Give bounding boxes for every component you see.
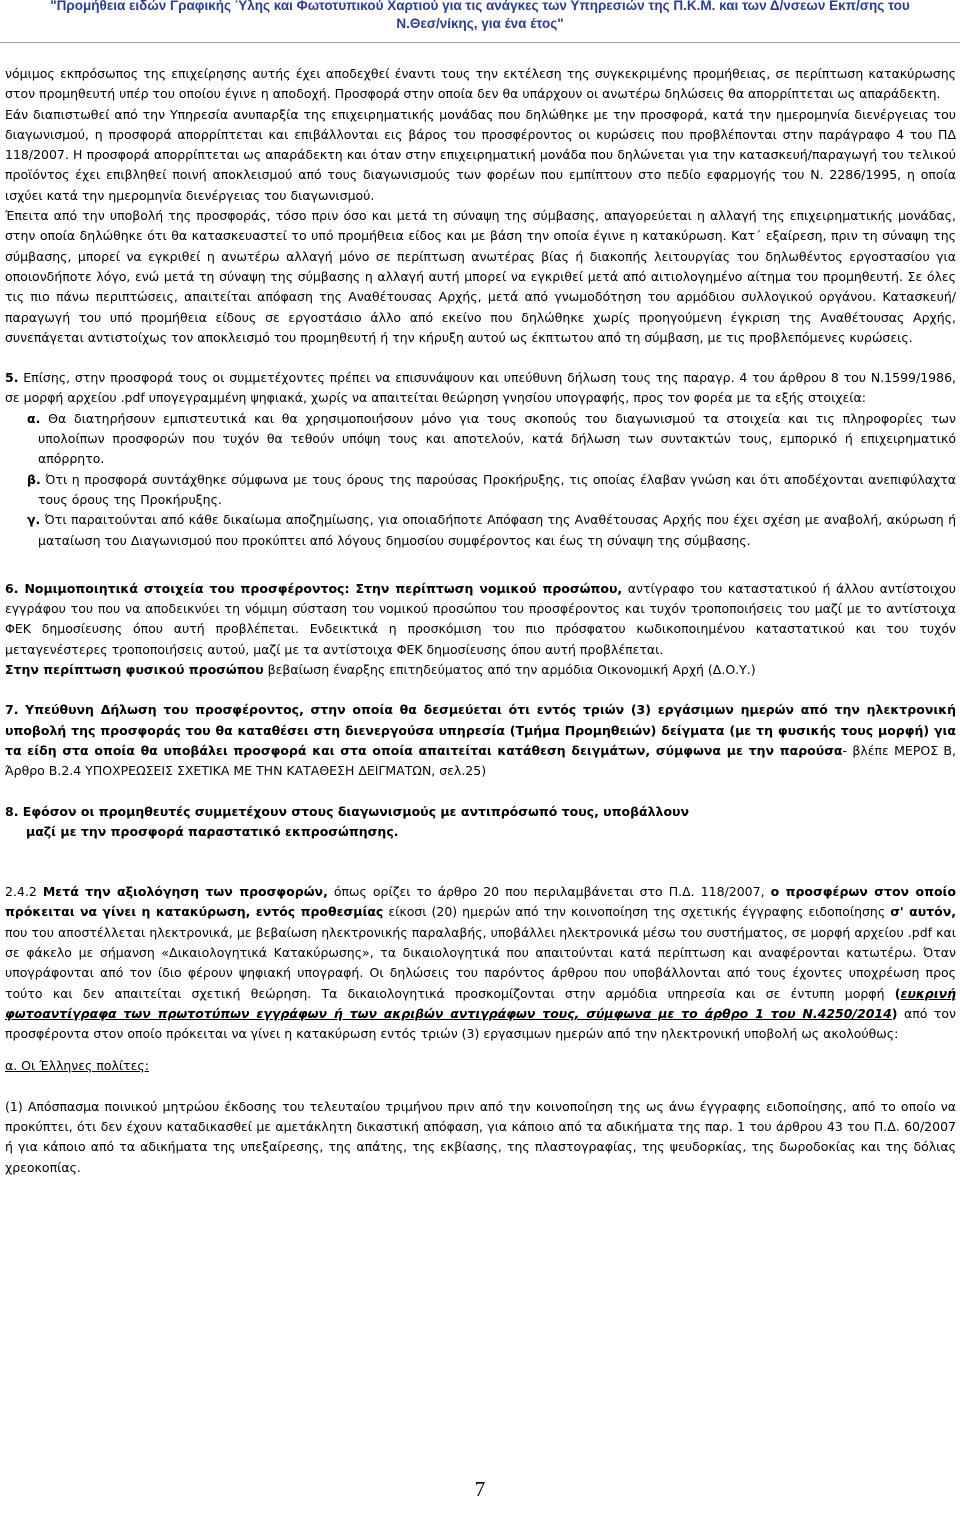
item-5-b-label: β. xyxy=(27,471,41,487)
page-number: 7 xyxy=(474,1477,486,1501)
item-6-natural-person-text: βεβαίωση έναρξης επιτηδεύματος από την αρμόδια Οικονομική Αρχή (Δ.Ο.Υ.) xyxy=(263,662,756,678)
document-body xyxy=(5,64,956,1178)
section-2-4-2-paren-close: ) xyxy=(891,1005,898,1021)
paragraph-nonexistence: Εάν διαπιστωθεί από την Υπηρεσία ανυπαρξία της επιχειρηματικής μονάδας που δηλώθηκε με την προσφορά, κατά την ημερομηνία διενέργειας του διαγωνισμού, η προσφορά απορρίπτεται και επιβάλλονται εις βάρος του προσφέροντος οι κυρώσεις που προβλέπονται στην παράγραφο 4 του ΠΔ 118/2007. Η προσφορά απορρίπτεται ως απαράδεκτη και όταν στην επιχειρηματική μονάδα που δηλώνεται για την κατασκευή/παραγωγή του τελικού προϊόντος έχει επιβληθεί ποινή αποκλεισμού από τους διαγωνισμούς των φορέων που εμπίπτουν στο πεδίο εφαρμογής του Ν. 2286/1995, η οποία ισχύει κατά την ημερομηνία διενέργειας του διαγωνισμού. xyxy=(5,106,956,203)
subheading-greek-citizens xyxy=(5,1056,956,1076)
item-5-b xyxy=(5,470,956,511)
header-line-2: Ν.Θεσ/νίκης, για ένα έτος" xyxy=(396,16,564,31)
item-8-line-1: 8. Εφόσον οι προμηθευτές συμμετέχουν στους διαγωνισμούς με αντιπρόσωπό τους, υποβάλλουν xyxy=(5,803,690,819)
item-5-c-text: Ότι παραιτούνται από κάθε δικαίωμα αποζημίωσης, για οποιαδήποτε Απόφαση της Αναθέτουσας Αρχής που έχει σχέση με αναβολή, ακύρωση ή ματαίωση του Διαγωνισμού που προκύπτει από λόγους δημοσίου συμφέροντος και έως τη σύναψη της σύμβασης. xyxy=(38,512,956,548)
section-2-4-2-paren-open: ( xyxy=(894,985,901,1001)
item-8-line-2: μαζί με την προσφορά παραστατικό εκπροσώπησης. xyxy=(26,823,399,839)
item-5-a xyxy=(5,409,956,470)
item-6 xyxy=(5,579,956,660)
item-5-b-text: Ότι η προσφορά συντάχθηκε σύμφωνα με τους όρους της παρούσας Προκήρυξης, τις οποίας έλαβαν γνώση και ότι αποδέχονται ανεπιφύλαχτα τους όρους της Προκήρυξης. xyxy=(38,471,956,507)
item-5-a-label: α. xyxy=(27,410,41,426)
section-2-4-2-text-3: που του αποστέλλεται ηλεκτρονικά, με βεβαίωση ηλεκτρονικής παραλαβής, υποβάλλει ηλεκτρονικά μέσω του συστήματος, σε μορφή αρχείου .pdf και σε φάκελο με σήμανση «Δικαιολογητικά Κατακύρωσης», τα δικαιολογητικά που απαιτούνται κατά περίπτωση και αναφέρονται κατωτέρω. Όταν υπογράφονται από τον ίδιο φέρουν ψηφιακή υπογραφή. Οι δηλώσεις του παρόντος άρθρου που υποβάλλονται από τους έχοντες υποχρέωση προς τούτο και δεν απαιτείται σχετική θεώρηση. Τα δικαιολογητικά προσκομίζονται στην αρμόδια υπηρεσία και σε έντυπη μορφή xyxy=(5,924,956,1001)
section-2-4-2 xyxy=(5,882,956,1044)
header-rule xyxy=(0,42,960,43)
item-5 xyxy=(5,368,956,409)
paragraph-factory-change: Έπειτα από την υποβολή της προσφοράς, τόσο πριν όσο και μετά τη σύναψη της σύμβασης, απαγορεύεται η αλλαγή της επιχειρηματικής μονάδας, στην οποία δηλώθηκε ότι θα κατασκευαστεί το υπό προμήθεια είδος και με βάση την οποία έγινε η κατακύρωση. Κατ΄ εξαίρεση, πριν τη σύναψη της σύμβασης, μπορεί να εγκριθεί η ανωτέρω αλλαγή μόνο σε περίπτωση ανωτέρας βίας ή διακοπής λειτουργίας του δηλωθέντος εργοστασίου για οποιονδήποτε λόγο, ενώ μετά τη σύναψη της σύμβασης η αλλαγή αυτή μπορεί να εγκριθεί μετά από αιτιολογημένο αίτημα του προμηθευτή. Σε όλες τις πιο πάνω περιπτώσεις, απαιτείται απόφαση της Αναθέτουσας Αρχής, μετά από γνωμοδότηση του αρμόδιου συλλογικού οργάνου. Κατασκευή/παραγωγή του υπό προμήθεια είδους σε εργοστάσιο άλλο από εκείνο που δηλώθηκε χωρίς προηγούμενη έγκριση της Αναθέτουσας Αρχής, συνεπάγεται αντιστοίχως τον αποκλεισμό του προμηθευτή ή την κήρυξη αυτού ως έκπτωτου από τη σύμβαση, με τις προβλεπόμενες κυρώσεις. xyxy=(5,208,956,345)
item-5-number: 5. xyxy=(5,370,19,386)
section-2-4-2-text-2: είκοσι (20) ημερών από την κοινοποίηση της σχετικής έγγραφης ειδοποίησης xyxy=(383,904,891,920)
item-5-c-label: γ. xyxy=(27,512,41,528)
item-7-text: - βλέπε ΜΕΡΟΣ Β, Άρθρο Β.2.4 ΥΠΟΧΡΕΩΣΕΙΣ ΣΧΕΤΙΚΑ ΜΕ ΤΗΝ ΚΑΤΑΘΕΣΗ ΔΕΙΓΜΑΤΩΝ, σελ.25) xyxy=(5,742,956,779)
paragraph-intro: νόμιμος εκπρόσωπος της επιχείρησης αυτής έχει αποδεχθεί έναντι τους την εκτέλεση της συγκεκριμένης προμήθειας, σε περίπτωση κατακύρωσης στον προμηθευτή υπέρ του οποίου έγινε η αποδοχή. Προσφορά στην οποία δεν θα υπάρχουν οι ανωτέρω δηλώσεις θα απορρίπτεται ως απαράδεκτη. xyxy=(5,66,956,102)
document-header xyxy=(0,0,960,44)
section-2-4-2-bold-3: σ' αυτόν, xyxy=(890,904,956,920)
section-2-4-2-number: 2.4.2 xyxy=(5,884,43,900)
item-7-heading: 7. Υπεύθυνη Δήλωση του προσφέροντος, στην οποία θα δεσμεύεται ότι εντός τριών (3) εργάσιμων ημερών από την ηλεκτρονική υποβολή της προσφοράς του θα καταθέσει στη διενεργούσα υπηρεσία (Τμήμα Προμηθειών) δείγματα (με τη φυσικής τους μορφή) για τα είδη στα οποία θα υποβάλει προσφορά και στα οποία απαιτείται κατάθεση δειγμάτων, σύμφωνα με την παρούσα xyxy=(5,702,956,758)
paragraph-criminal-record: (1) Απόσπασμα ποινικού μητρώου έκδοσης του τελευταίου τριμήνου πριν από την κοινοποίηση της ως άνω έγγραφης ειδοποίησης, από το οποίο να προκύπτει, ότι δεν έχουν καταδικασθεί με αμετάκλητη δικαστική απόφαση, για κάποιο από τα αδικήματα της παρ. 1 του άρθρου 43 του Π.Δ. 60/2007 ή για κάποιο από τα αδικήματα της υπεξαίρεσης, της απάτης, της εκβίασης, της πλαστογραφίας, της ψευδορκίας, της δωροδοκίας και της δόλιας χρεοκοπίας. xyxy=(5,1098,956,1175)
item-8 xyxy=(5,802,956,843)
item-5-a-text: Θα διατηρήσουν εμπιστευτικά και θα χρησιμοποιήσουν μόνο για τους σκοπούς του διαγωνισμού τα στοιχεία και τις πληροφορίες των υπολοίπων προσφορών που τυχόν θα τεθούν υπόψη τους και αποτελούν, κατά δήλωση των συντακτών τους, εμπορικό ή επιχειρηματικό απόρρητο. xyxy=(38,410,956,467)
item-5-c xyxy=(5,510,956,551)
item-6-text: αντίγραφο του καταστατικού ή άλλου αντίστοιχου εγγράφου του που να αποδεικνύει τη νόμιμη σύσταση του νομικού προσώπου του προσφέροντος και τυχόν τροποποιήσεις του μαζί με το αντίστοιχα ΦΕΚ δημοσίευσης όπου αυτή προβλέπεται. Ενδεικτικά η προσκόμιση του πιο πρόσφατου κωδικοποιημένου καταστατικού και του τυχόν μεταγενέστερες τροποποιήσεις αυτού, μαζί με τα αντίστοιχα ΦΕΚ δημοσίευσης όπου αυτή προβλέπεται. xyxy=(5,580,956,657)
item-6-natural-person xyxy=(5,660,956,680)
item-6-heading: 6. Νομιμοποιητικά στοιχεία του προσφέροντος: Στην περίπτωση νομικού προσώπου, xyxy=(5,580,623,596)
item-5-text: Επίσης, στην προσφορά τους οι συμμετέχοντες πρέπει να επισυνάψουν και υπεύθυνη δήλωση τους της παραγρ. 4 του άρθρου 8 του Ν.1599/1986, σε μορφή αρχείου .pdf υπογεγραμμένη ψηφιακά, χωρίς να απαιτείται θεώρηση γνησίου υπογραφής, προς τον φορέα με τα εξής στοιχεία: xyxy=(5,370,956,406)
subheading-greek-citizens-text: α. Οι Έλληνες πολίτες: xyxy=(5,1058,149,1074)
section-2-4-2-text-4: από τον προσφέροντα στον οποίο πρόκειται να γίνει η κατακύρωση εντός τριών (3) εργασιμων ημερών από την ηλεκτρονική υποβολή ως ακολούθως: xyxy=(5,1005,956,1042)
header-line-1: "Προμήθεια ειδών Γραφικής Ύλης και Φωτοτυπικού Χαρτιού για τις ανάγκες των Υπηρεσιών της Π.Κ.Μ. και των Δ/νσεων Εκπ/σης του xyxy=(50,0,910,13)
item-6-natural-person-heading: Στην περίπτωση φυσικού προσώπου xyxy=(5,662,264,678)
section-2-4-2-bold-1: Μετά την αξιολόγηση των προσφορών, xyxy=(42,884,328,900)
section-2-4-2-emphasis: ευκρινή φωτοαντίγραφα των πρωτοτύπων εγγράφων ή των ακριβών αντιγράφων τους, σύμφωνα με το άρθρο 1 του Ν.4250/2014 xyxy=(5,985,956,1021)
section-2-4-2-text-1: όπως ορίζει το άρθρο 20 που περιλαμβάνεται στο Π.Δ. 118/2007, xyxy=(327,884,771,900)
section-2-4-2-bold-2: ο προσφέρων στον οποίο πρόκειται να γίνει η κατακύρωση, εντός προθεσμίας xyxy=(5,884,956,920)
item-7 xyxy=(5,700,956,781)
